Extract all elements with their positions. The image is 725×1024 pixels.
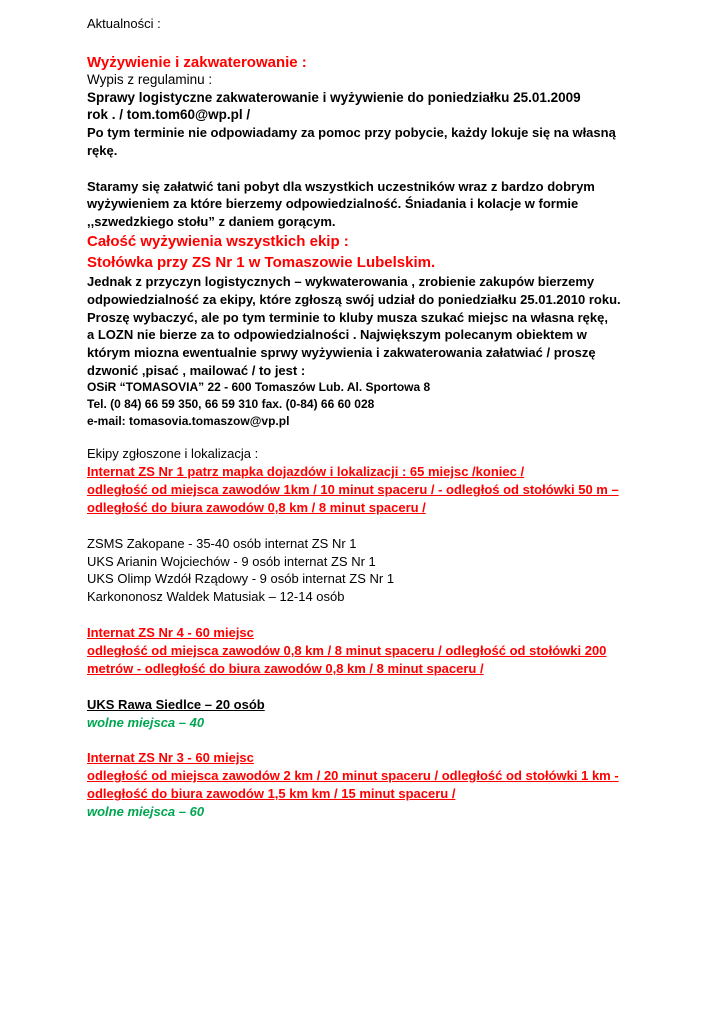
headline-canteen: Stołówka przy ZS Nr 1 w Tomaszowie Lubelskim.	[87, 254, 436, 271]
free-places: wolne miejsca – 60	[87, 804, 205, 819]
internat-4-distance: odległość od miejsca zawodów 0,8 km / 8 minut spaceru / odległość od stołówki 200	[87, 643, 607, 658]
internat-4-title: Internat ZS Nr 4 - 60 miejsc	[87, 625, 254, 640]
team-entry: UKS Rawa Siedlce – 20 osób	[87, 697, 265, 712]
internat-1-distance: odległość od miejsca zawodów 1km / 10 minut spaceru / - odległoś od stołówki 50 m –	[87, 482, 619, 497]
paragraph-line: którym miozna ewentualnie sprwy wyżywienia i zakwaterowania załatwiać / proszę	[87, 345, 596, 360]
teams-header: Ekipy zgłoszone i lokalizacja :	[87, 446, 259, 461]
paragraph-line: Proszę wybaczyć, ale po tym terminie to kluby musza szukać miejsc na własna rękę,	[87, 310, 608, 325]
header-label: Aktualności :	[87, 16, 161, 31]
regulation-intro: Wypis z regulaminu :	[87, 72, 213, 87]
headline-catering: Całość wyżywienia wszystkich ekip :	[87, 233, 349, 250]
internat-4-distance: metrów - odległość do biura zawodów 0,8 km / 8 minut spaceru /	[87, 661, 484, 676]
internat-3-distance: odległość od miejsca zawodów 2 km / 20 minut spaceru / odległość od stołówki 1 km -	[87, 768, 619, 783]
contact-address: OSiR “TOMASOVIA” 22 - 600 Tomaszów Lub. Al. Sportowa 8	[87, 380, 431, 394]
regulation-line: rękę.	[87, 143, 118, 158]
contact-phone: Tel. (0 84) 66 59 350, 66 59 310 fax. (0-84) 66 60 028	[87, 397, 375, 411]
internat-3-title: Internat ZS Nr 3 - 60 miejsc	[87, 750, 254, 765]
paragraph-line: ,,szwedzkiego stołu” z daniem gorącym.	[87, 214, 336, 229]
internat-3-distance: odległość do biura zawodów 1,5 km km / 15 minut spaceru /	[87, 786, 456, 801]
internat-1-title: Internat ZS Nr 1 patrz mapka dojazdów i lokalizacji : 65 miejsc /koniec /	[87, 464, 525, 479]
contact-email: e-mail: tomasovia.tomaszow@vp.pl	[87, 414, 290, 428]
regulation-line: Sprawy logistyczne zakwaterowanie i wyżywienie do poniedziałku 25.01.2009	[87, 90, 581, 105]
team-entry: Karkononosz Waldek Matusiak – 12-14 osób	[87, 589, 345, 604]
team-entry: ZSMS Zakopane - 35-40 osób internat ZS Nr 1	[87, 536, 357, 551]
regulation-line: Po tym terminie nie odpowiadamy za pomoc przy pobycie, każdy lokuje się na własną	[87, 125, 616, 140]
paragraph-line: dzwonić ,pisać , mailować / to jest :	[87, 363, 306, 378]
section-title-catering: Wyżywienie i zakwaterowanie :	[87, 54, 307, 71]
regulation-line: rok . / tom.tom60@wp.pl /	[87, 107, 251, 122]
paragraph-line: a LOZN nie bierze za to odpowiedzialności . Największym polecanym obiektem w	[87, 327, 587, 342]
team-entry: UKS Arianin Wojciechów - 9 osób internat ZS Nr 1	[87, 554, 376, 569]
internat-1-distance: odległość do biura zawodów 0,8 km / 8 minut spaceru /	[87, 500, 426, 515]
paragraph-line: odpowiedzialność za ekipy, które zgłoszą swój udział do poniedziałku 25.01.2010 roku.	[87, 292, 621, 307]
paragraph-line: Staramy się załatwić tani pobyt dla wszystkich uczestników wraz z bardzo dobrym	[87, 179, 595, 194]
free-places: wolne miejsca – 40	[87, 715, 205, 730]
team-entry: UKS Olimp Wzdół Rządowy - 9 osób internat ZS Nr 1	[87, 571, 395, 586]
paragraph-line: wyżywieniem za które bierzemy odpowiedzialność. Śniadania i kolacje w formie	[87, 196, 579, 211]
paragraph-line: Jednak z przyczyn logistycznych – wykwaterowania , zrobienie zakupów bierzemy	[87, 274, 595, 289]
